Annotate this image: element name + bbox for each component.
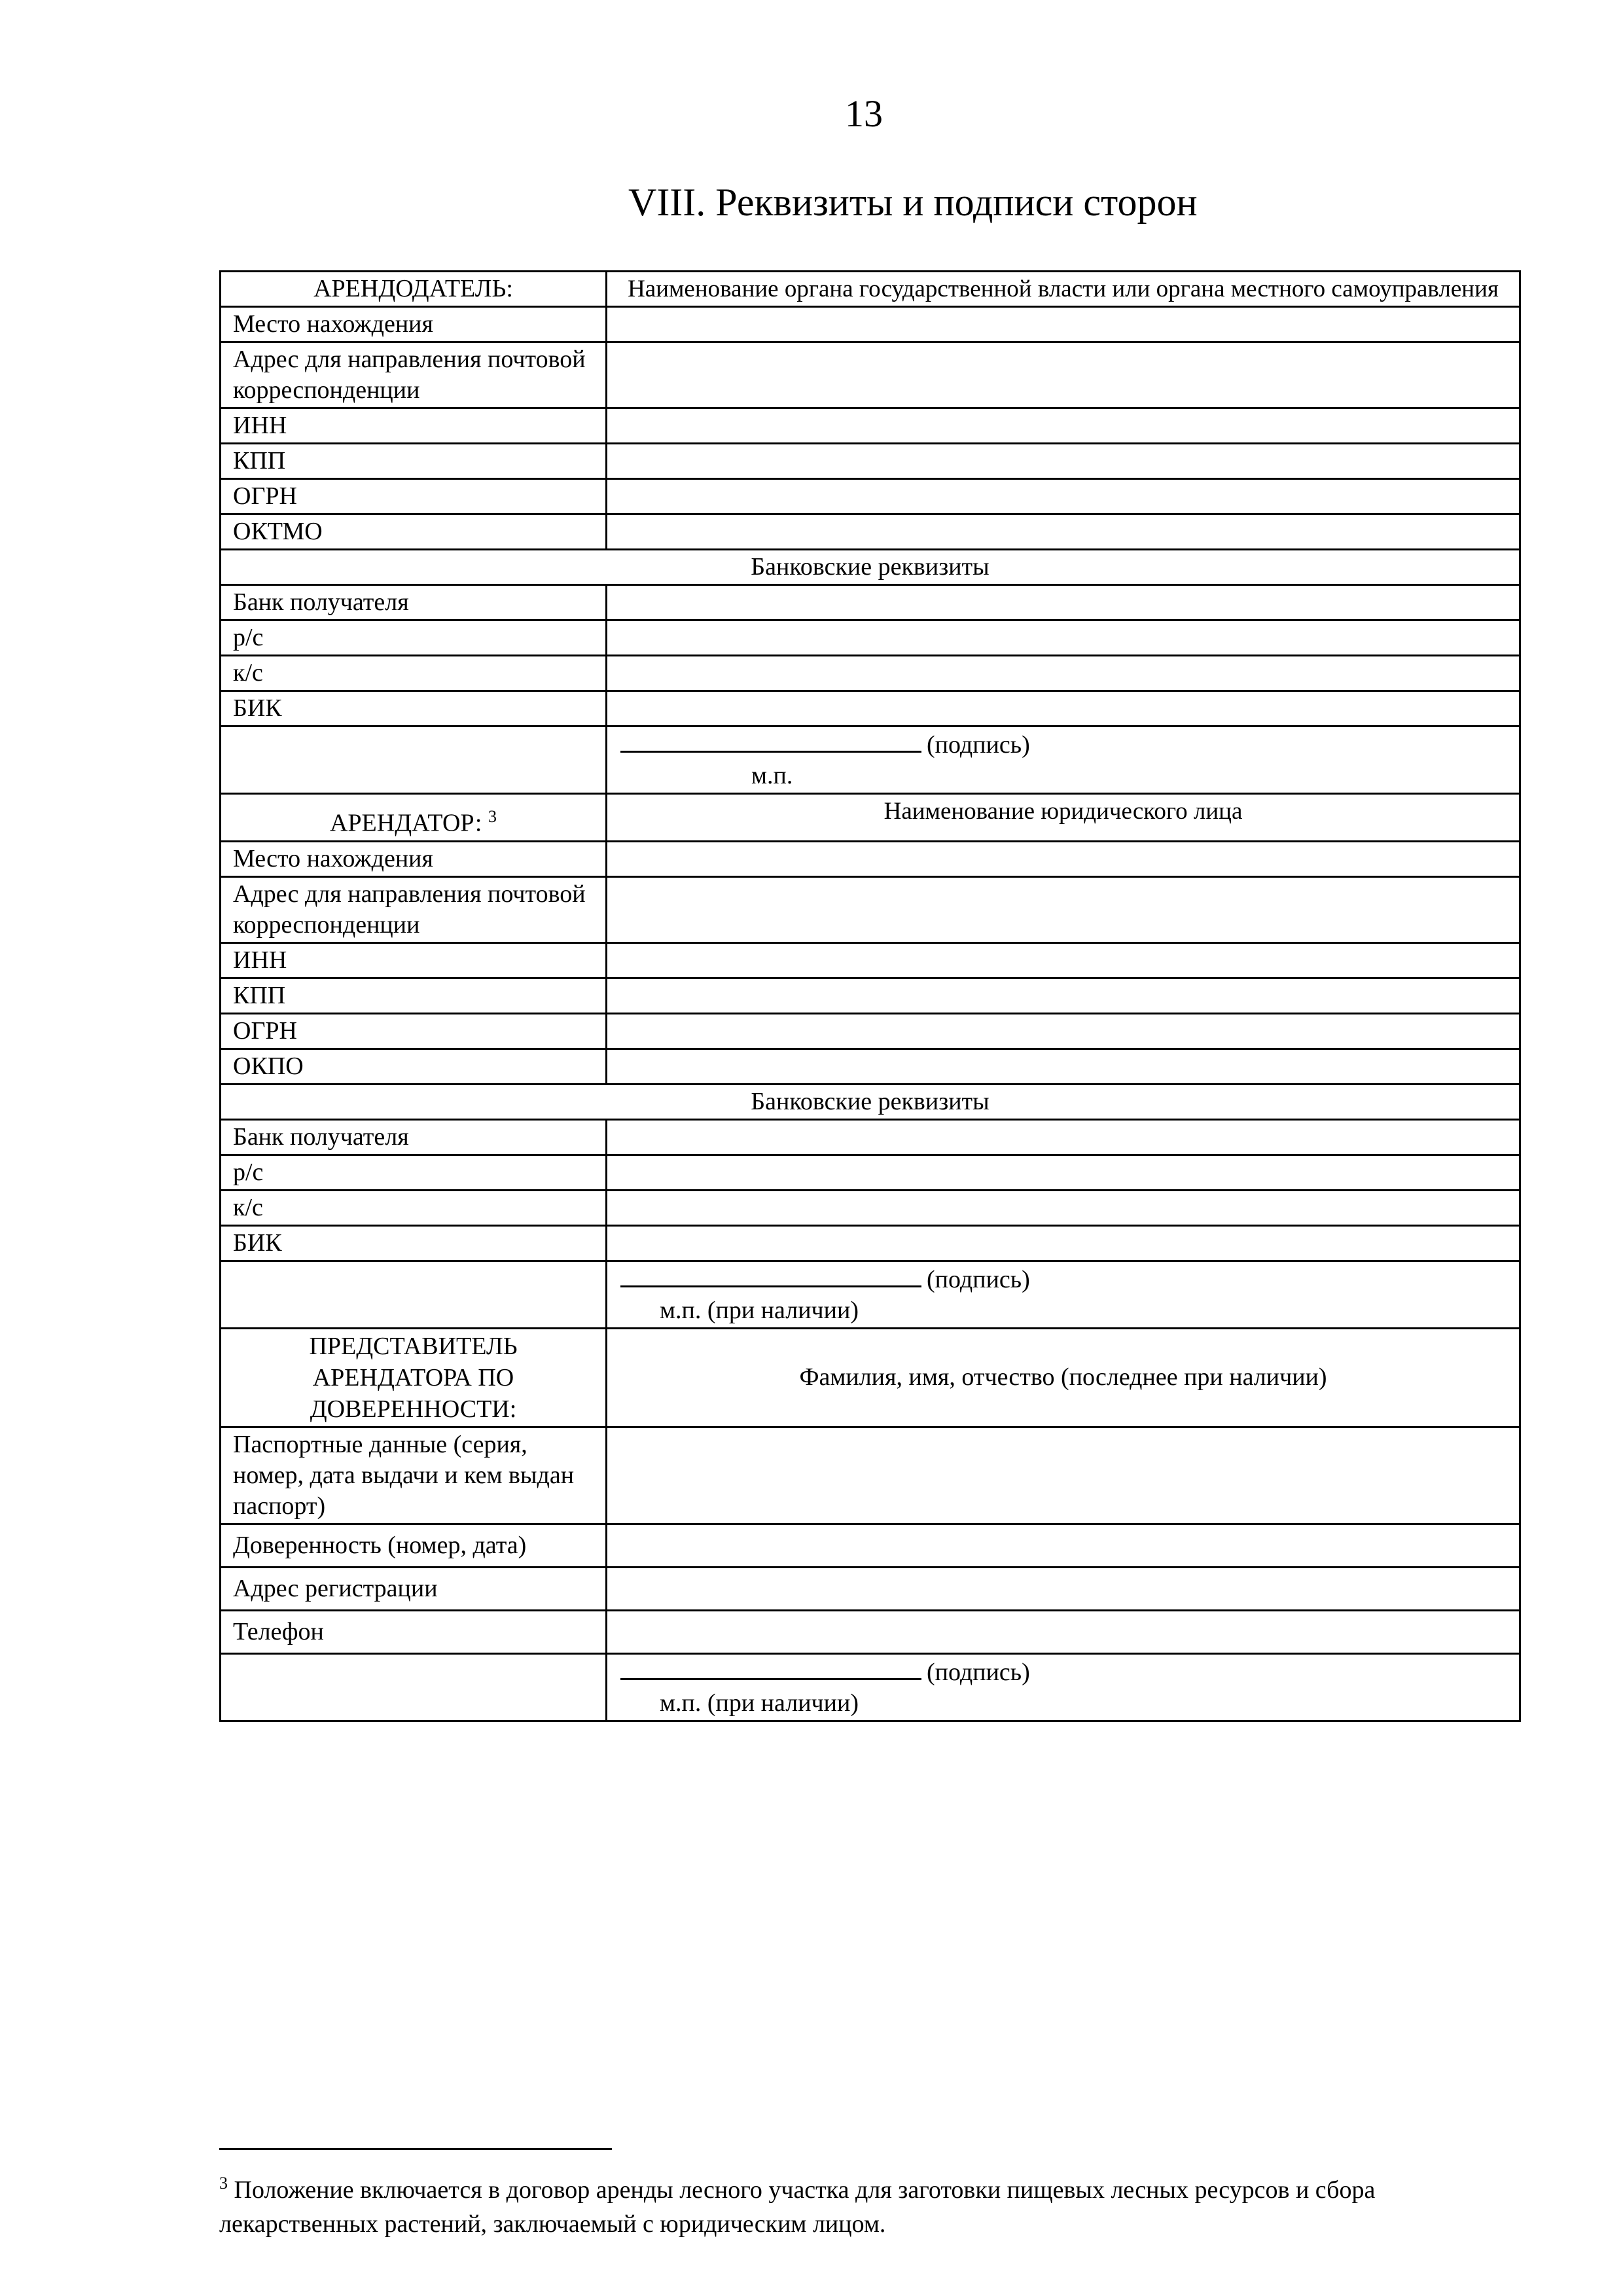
field-label: КПП xyxy=(221,444,607,479)
field-value[interactable] xyxy=(607,1610,1520,1653)
signature-cell[interactable] xyxy=(607,726,1520,794)
field-value[interactable] xyxy=(607,1119,1520,1155)
field-value[interactable] xyxy=(607,841,1520,876)
bank-heading-row xyxy=(221,1084,1520,1119)
table-row xyxy=(221,1427,1520,1524)
table-row xyxy=(221,1225,1520,1261)
field-label: ОКПО xyxy=(221,1049,607,1084)
table-row xyxy=(221,942,1520,978)
field-label: р/с xyxy=(221,620,607,656)
field-value[interactable] xyxy=(607,514,1520,550)
landlord-heading: АРЕНДОДАТЕЛЬ: xyxy=(221,272,607,307)
empty-cell xyxy=(221,1261,607,1328)
field-label: Банк получателя xyxy=(221,1119,607,1155)
field-value[interactable] xyxy=(607,1567,1520,1610)
table-row xyxy=(221,841,1520,876)
table-row xyxy=(221,620,1520,656)
representative-header-row xyxy=(221,1328,1520,1427)
table-row xyxy=(221,408,1520,444)
table-row xyxy=(221,1013,1520,1049)
field-value[interactable] xyxy=(607,691,1520,726)
tenant-heading-cell xyxy=(221,794,607,842)
landlord-name-label: Наименование органа государственной власти или органа местного самоуправления xyxy=(607,272,1520,307)
table-row xyxy=(221,444,1520,479)
field-label: Адрес регистрации xyxy=(221,1567,607,1610)
table-row xyxy=(221,691,1520,726)
field-label: к/с xyxy=(221,656,607,691)
field-value[interactable] xyxy=(607,1190,1520,1225)
field-value[interactable] xyxy=(607,620,1520,656)
field-label: ОГРН xyxy=(221,1013,607,1049)
table-row xyxy=(221,1610,1520,1653)
signature-row xyxy=(221,1653,1520,1721)
footnote-ref[interactable]: 3 xyxy=(488,807,497,826)
table-row xyxy=(221,978,1520,1013)
stamp-label: м.п. (при наличии) xyxy=(660,1689,859,1717)
field-label: Паспортные данные (серия, номер, дата выдачи и кем выдан паспорт) xyxy=(221,1427,607,1524)
tenant-heading: АРЕНДАТОР: xyxy=(329,809,482,837)
signature-label: (подпись) xyxy=(927,731,1030,759)
empty-cell xyxy=(221,1653,607,1721)
signature-line[interactable] xyxy=(620,1656,921,1680)
tenant-name-label: Наименование юридического лица xyxy=(607,794,1520,842)
field-label: ОГРН xyxy=(221,479,607,514)
representative-heading: ПРЕДСТАВИТЕЛЬ АРЕНДАТОРА ПО ДОВЕРЕННОСТИ: xyxy=(221,1328,607,1427)
table-row xyxy=(221,656,1520,691)
field-value[interactable] xyxy=(607,1427,1520,1524)
footnote-marker: 3 xyxy=(219,2174,228,2193)
field-value[interactable] xyxy=(607,942,1520,978)
field-value[interactable] xyxy=(607,1013,1520,1049)
signature-line[interactable] xyxy=(620,1263,921,1287)
signature-label: (подпись) xyxy=(927,1265,1030,1293)
field-value[interactable] xyxy=(607,342,1520,408)
field-label: Банк получателя xyxy=(221,585,607,620)
field-label: р/с xyxy=(221,1155,607,1190)
field-label: Телефон xyxy=(221,1610,607,1653)
signature-label: (подпись) xyxy=(927,1658,1030,1686)
field-label: Доверенность (номер, дата) xyxy=(221,1524,607,1567)
field-label: Адрес для направления почтовой корреспонденции xyxy=(221,342,607,408)
field-label: БИК xyxy=(221,1225,607,1261)
table-row xyxy=(221,1190,1520,1225)
bank-heading-row xyxy=(221,550,1520,585)
field-value[interactable] xyxy=(607,1225,1520,1261)
page-number: 13 xyxy=(845,92,883,135)
table-row xyxy=(221,1524,1520,1567)
tenant-header-row xyxy=(221,794,1520,842)
table-row xyxy=(221,1155,1520,1190)
signature-row xyxy=(221,1261,1520,1328)
field-value[interactable] xyxy=(607,408,1520,444)
stamp-label: м.п. (при наличии) xyxy=(660,1296,859,1324)
field-value[interactable] xyxy=(607,585,1520,620)
table-row xyxy=(221,876,1520,942)
field-value[interactable] xyxy=(607,1155,1520,1190)
signature-line[interactable] xyxy=(620,728,921,753)
table-row xyxy=(221,514,1520,550)
field-value[interactable] xyxy=(607,656,1520,691)
empty-cell xyxy=(221,726,607,794)
field-value[interactable] xyxy=(607,479,1520,514)
signature-cell[interactable] xyxy=(607,1653,1520,1721)
field-label: ИНН xyxy=(221,408,607,444)
signature-row xyxy=(221,726,1520,794)
field-label: Адрес для направления почтовой корреспонденции xyxy=(221,876,607,942)
bank-heading: Банковские реквизиты xyxy=(221,550,1520,585)
field-label: КПП xyxy=(221,978,607,1013)
field-value[interactable] xyxy=(607,978,1520,1013)
table-row xyxy=(221,1119,1520,1155)
signature-cell[interactable] xyxy=(607,1261,1520,1328)
table-row xyxy=(221,1049,1520,1084)
field-value[interactable] xyxy=(607,876,1520,942)
representative-name-label: Фамилия, имя, отчество (последнее при наличии) xyxy=(607,1328,1520,1427)
field-value[interactable] xyxy=(607,1049,1520,1084)
field-label: к/с xyxy=(221,1190,607,1225)
table-row xyxy=(221,307,1520,342)
table-row xyxy=(221,342,1520,408)
requisites-table xyxy=(219,270,1521,1722)
section-title: VIII. Реквизиты и подписи сторон xyxy=(628,181,1198,224)
field-value[interactable] xyxy=(607,444,1520,479)
field-value[interactable] xyxy=(607,1524,1520,1567)
footnote xyxy=(219,2166,1522,2241)
table-row xyxy=(221,585,1520,620)
table-row xyxy=(221,479,1520,514)
field-label: БИК xyxy=(221,691,607,726)
table-row xyxy=(221,1567,1520,1610)
field-label: ИНН xyxy=(221,942,607,978)
bank-heading: Банковские реквизиты xyxy=(221,1084,1520,1119)
stamp-label: м.п. xyxy=(751,762,793,789)
field-value[interactable] xyxy=(607,307,1520,342)
landlord-header-row xyxy=(221,272,1520,307)
field-label: Место нахождения xyxy=(221,841,607,876)
footnote-divider xyxy=(219,2148,612,2150)
footnote-text: Положение включается в договор аренды лесного участка для заготовки пищевых лесных ресурсов и сбора лекарственных растений, заключаемый с юридическим лицом. xyxy=(219,2176,1376,2238)
field-label: ОКТМО xyxy=(221,514,607,550)
field-label: Место нахождения xyxy=(221,307,607,342)
